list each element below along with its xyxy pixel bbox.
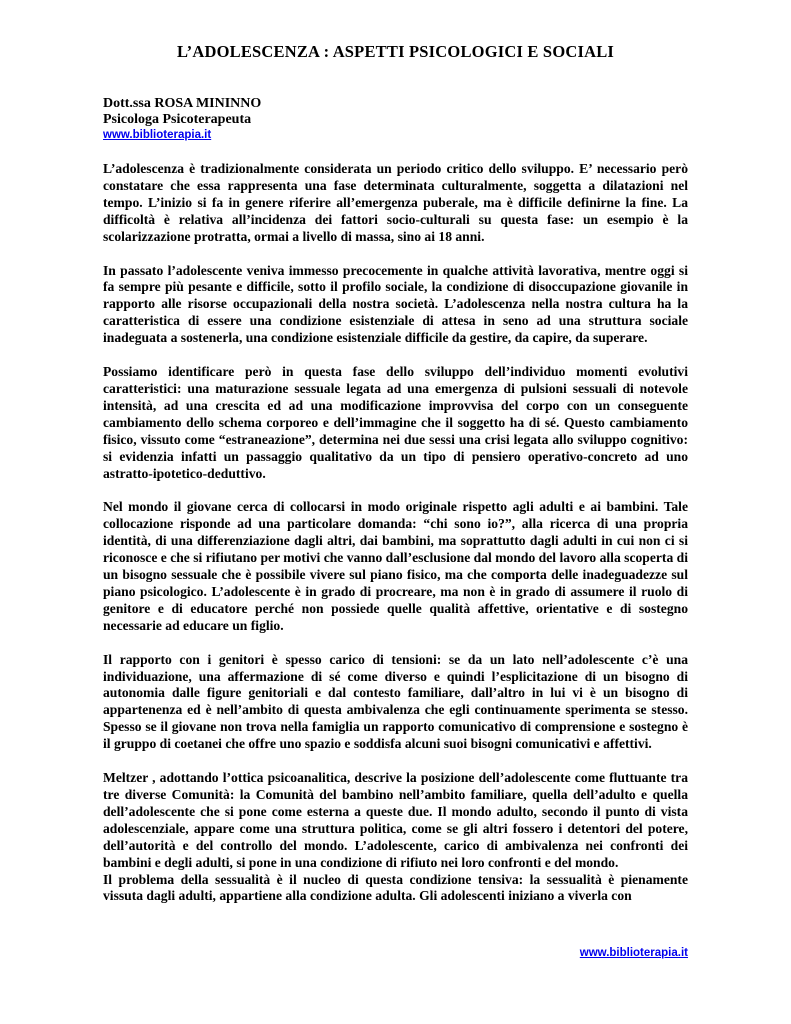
author-website-link[interactable]: www.biblioterapia.it	[103, 129, 212, 141]
paragraph-4: Nel mondo il giovane cerca di collocarsi in modo originale rispetto agli adulti e ai bambini. Tale collocazione risponde ad una particolare domanda: “chi sono io?”, alla ricerca di una propria identità, di una differenziazione dagli altri, dai bambini, ma soprattutto dagli adulti in cui non ci si riconosce e che si rifiutano per motivi che vanno dall’esclusione dal mondo del lavoro alla scoperta di un bisogno sessuale che è possibile vivere sul piano fisico, ma che comporta delle inadeguadezze sul piano psicologico. L’adolescente è in grado di procreare, ma non è in grado di assumere il ruolo di genitore e di educatore perché non possiede quelle qualità affettive, orientative e di sostegno necessarie ad educare un figlio.	[103, 499, 688, 633]
document-title: L’ADOLESCENZA : ASPETTI PSICOLOGICI E SOCIALI	[176, 42, 615, 61]
paragraph-7: Il problema della sessualità è il nucleo di questa condizione tensiva: la sessualità è pienamente vissuta dagli adulti, appartiene alla condizione adulta. Gli adolescenti iniziano a viverla con	[103, 871, 688, 904]
paragraph-5: Il rapporto con i genitori è spesso carico di tensioni: se da un lato nell’adolescente c’è una individuazione, una affermazione di sé come diverso e quindi l’esplicitazione di un bisogno di autonomia dalle figure genitoriali e dal contesto familiare, dall’altro in lui vi è un bisogno di appartenenza ed è nell’ambito di questa ambivalenza che egli continuamente sperimenta se stesso. Spesso se il giovane non trova nella famiglia un rapporto comunicativo di comprensione e sostegno è il gruppo di coetanei che offre uno spazio e soddisfa alcuni suoi bisogni comunicativi e affettivi.	[103, 651, 688, 752]
paragraph-6: Meltzer , adottando l’ottica psicoanalitica, descrive la posizione dell’adolescente come fluttuante tra tre diverse Comunità: la Comunità del bambino nell’ambito familiare, quella dell’adulto e quella dell’adolescente che si pone come esterna a queste due. Il mondo adulto, secondo il punto di vista adolescenziale, appare come una struttura politica, come se gli altri fossero i detentori del potere, dell’autorità e del controllo del mondo. L’adolescente, carico di ambivalenza nei confronti dei bambini e degli adulti, si pone in una condizione di rifiuto nei loro confronti e del mondo.	[103, 770, 688, 870]
footer-website-link[interactable]: www.biblioterapia.it	[579, 947, 688, 959]
document-body	[103, 161, 688, 905]
author-name: Dott.ssa ROSA MININNO	[103, 96, 262, 111]
paragraph-3: Possiamo identificare però in questa fase dello sviluppo dell’individuo momenti evolutivi caratteristici: una maturazione sessuale legata ad una emergenza di pulsioni sessuali di notevole intensità, ad una crescita ed ad una modificazione improvvisa del corpo con un conseguente cambiamento dello schema corporeo e dell’immagine che il soggetto ha di sé. Questo cambiamento fisico, vissuto come “estraneazione”, determina nei due sessi una crisi legata allo sviluppo cognitivo: si evidenzia infatti un passaggio qualitativo da un tipo di pensiero operativo-concreto ad uno astratto-ipotetico-deduttivo.	[103, 364, 688, 481]
paragraph-1: L’adolescenza è tradizionalmente considerata un periodo critico dello sviluppo. E’ necessario però constatare che essa rappresenta una fase determinata culturalmente, soggetta a dilatazioni nel tempo. L’inizio si fa in genere riferire all’emergenza puberale, ma è difficile definirne la fine. La difficoltà è relativa all’incidenza dei fattori socio-culturali su questa fase: un esempio è la scolarizzazione protratta, ormai a livello di massa, sino ai 18 anni.	[103, 161, 688, 244]
author-role: Psicologa Psicoterapeuta	[103, 112, 252, 127]
author-block	[103, 96, 261, 142]
paragraph-2: In passato l’adolescente veniva immesso precocemente in qualche attività lavorativa, mentre oggi si fa sempre più pesante e difficile, sotto il profilo sociale, la condizione di disoccupazione giovanile in rapporto alle risorse occupazionali della nostra società. L’adolescenza nella nostra cultura ha la caratteristica di essere una condizione esistenziale di attesa in seno ad una struttura sociale inadeguata a sostenerla, una condizione esistenziale difficile da gestire, da capire, da superare.	[103, 262, 688, 346]
